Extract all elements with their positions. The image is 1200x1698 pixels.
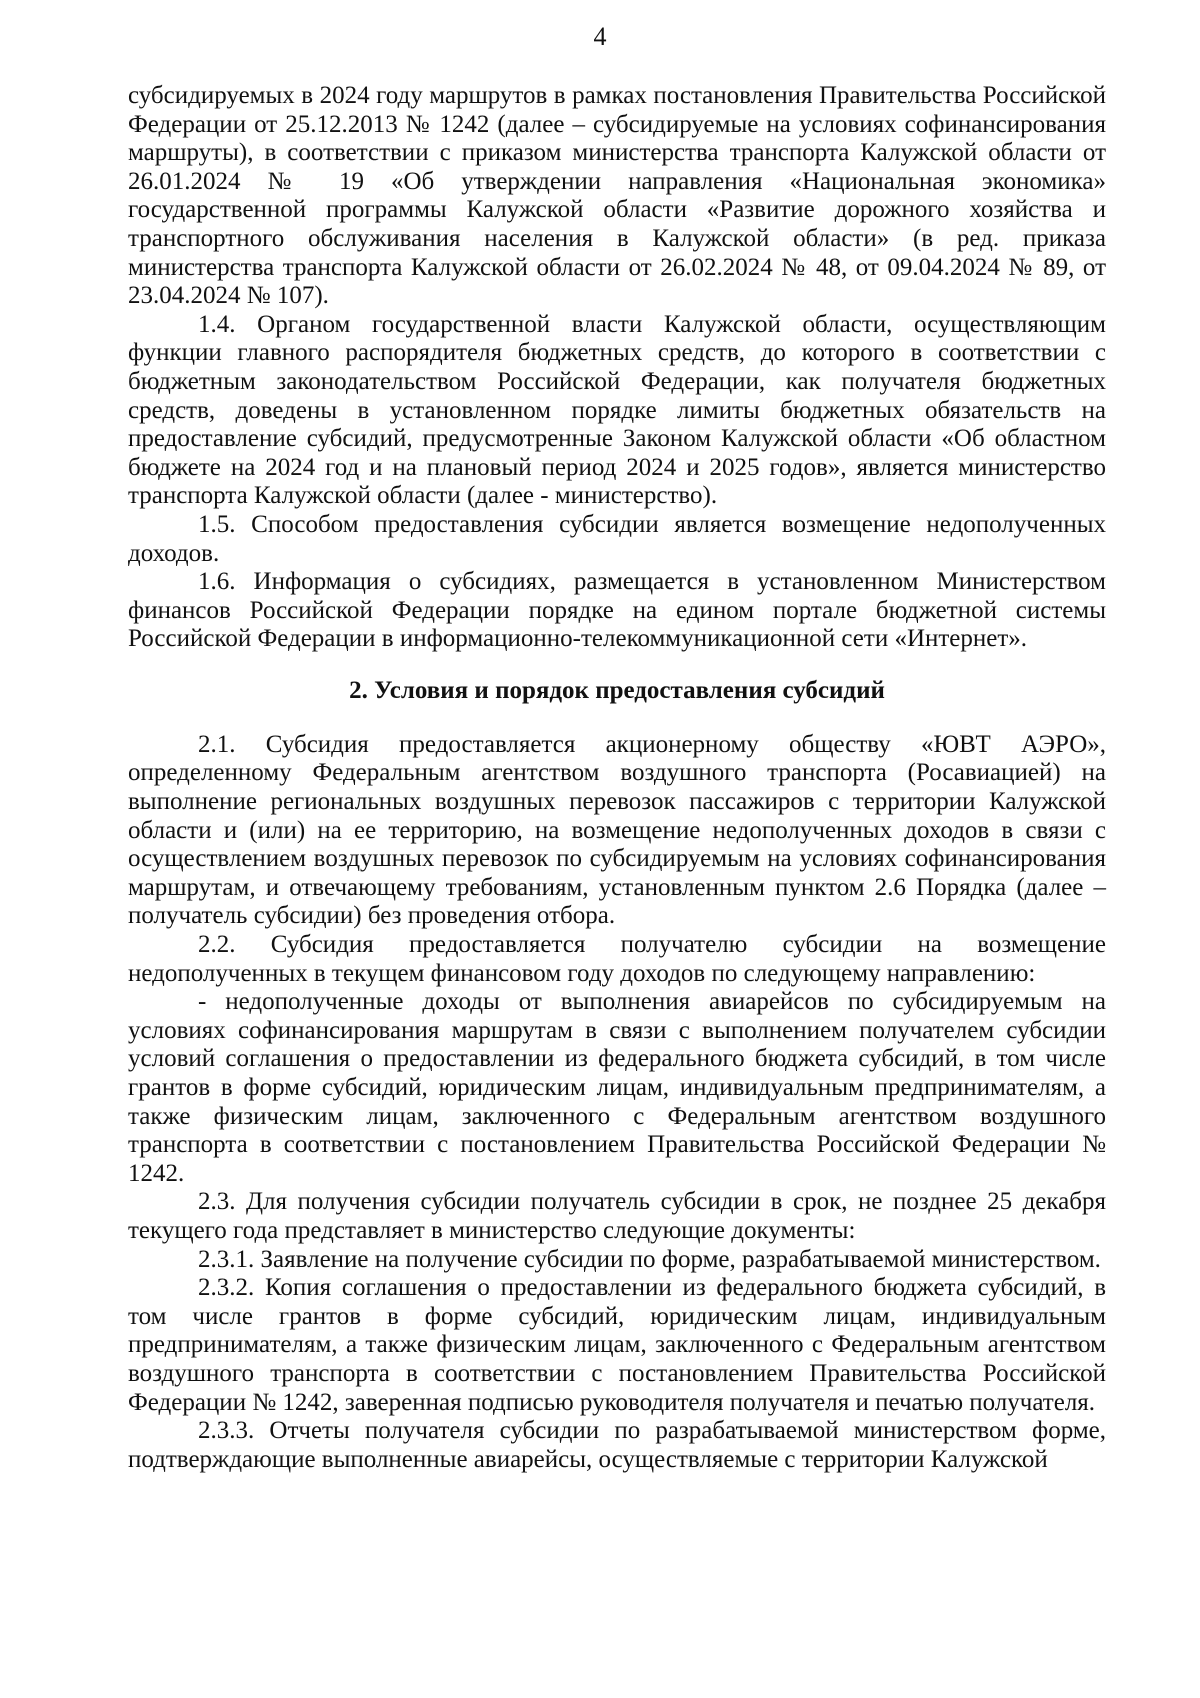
paragraph-2-3-3: 2.3.3. Отчеты получателя субсидии по разрабатываемой министерством форме, подтверждающие выполненные авиарейсы, осуществляемые с территории Калужской bbox=[128, 1417, 1106, 1473]
paragraph-2-2: 2.2. Субсидия предоставляется получателю субсидии на возмещение недополученных в текущем финансовом году доходов по следующему направлению: bbox=[128, 931, 1106, 987]
paragraph-2-3-1: 2.3.1. Заявление на получение субсидии по форме, разрабатываемой министерством. bbox=[198, 1245, 1101, 1273]
paragraph-2-3: 2.3. Для получения субсидии получатель субсидии в срок, не позднее 25 декабря текущего года представляет в министерство следующие документы: bbox=[128, 1188, 1106, 1244]
paragraph-1-5: 1.5. Способом предоставления субсидии является возмещение недополученных доходов. bbox=[128, 510, 1106, 567]
section-heading: 2. Условия и порядок предоставления субсидий bbox=[349, 676, 885, 704]
paragraph-1-4: 1.4. Органом государственной власти Калужской области, осуществляющим функции главного распорядителя бюджетных средств, до которого в соответствии с бюджетным законодательством Российской Федерации, как получателя бюджетных средств, доведены в установленном порядке лимиты бюджетных обязательств на предоставление субсидий, предусмотренные Законом Калужской области «Об областном бюджете на 2024 год и на плановый период 2024 и 2025 годов», является министерство транспорта Калужской области (далее - министерство). bbox=[128, 310, 1106, 510]
paragraph-continuation: субсидируемых в 2024 году маршрутов в рамках постановления Правительства Российской Федерации от 25.12.2013 № 1242 (далее – субсидируемые на условиях софинансирования маршруты), в соответствии с приказом министерства транспорта Калужской области от 26.01.2024 № 19 «Об утверждении направления «Национальная экономика» государственной программы Калужской области «Развитие дорожного хозяйства и транспортного обслуживания населения в Калужской области» (в ред. приказа министерства транспорта Калужской области от 26.02.2024 № 48, от 09.04.2024 № 89, от 23.04.2024 № 107). bbox=[128, 82, 1106, 310]
page-number: 4 bbox=[593, 22, 607, 51]
document-body bbox=[128, 82, 1106, 1474]
paragraph-1-6: 1.6. Информация о субсидиях, размещается в установленном Министерством финансов Российской Федерации порядке на едином портале бюджетной системы Российской Федерации в информационно-телекоммуникационной сети «Интернет». bbox=[128, 568, 1106, 653]
paragraph-2-3-2: 2.3.2. Копия соглашения о предоставлении из федерального бюджета субсидий, в том числе грантов в форме субсидий, юридическим лицам, индивидуальным предпринимателям, а также физическим лицам, заключенного с Федеральным агентством воздушного транспорта в соответствии с постановлением Правительства Российской Федерации № 1242, заверенная подписью руководителя получателя и печатью получателя. bbox=[128, 1274, 1106, 1416]
paragraph-2-1: 2.1. Субсидия предоставляется акционерному обществу «ЮВТ АЭРО», определенному Федеральным агентством воздушного транспорта (Росавиацией) на выполнение региональных воздушных перевозок пассажиров с территории Калужской области и (или) на ее территорию, на возмещение недополученных доходов в связи с осуществлением воздушных перевозок по субсидируемым на условиях софинансирования маршрутам, и отвечающему требованиям, установленным пунктом 2.6 Порядка (далее – получатель субсидии) без проведения отбора. bbox=[128, 730, 1106, 930]
paragraph-2-2-bullet: - недополученные доходы от выполнения авиарейсов по субсидируемым на условиях софинансирования маршрутам в связи с выполнением получателем субсидии условий соглашения о предоставлении из федерального бюджета субсидий, в том числе грантов в форме субсидий, юридическим лицам, индивидуальным предпринимателям, а также физическим лицам, заключенного с Федеральным агентством воздушного транспорта в соответствии с постановлением Правительства Российской Федерации № 1242. bbox=[128, 988, 1106, 1187]
